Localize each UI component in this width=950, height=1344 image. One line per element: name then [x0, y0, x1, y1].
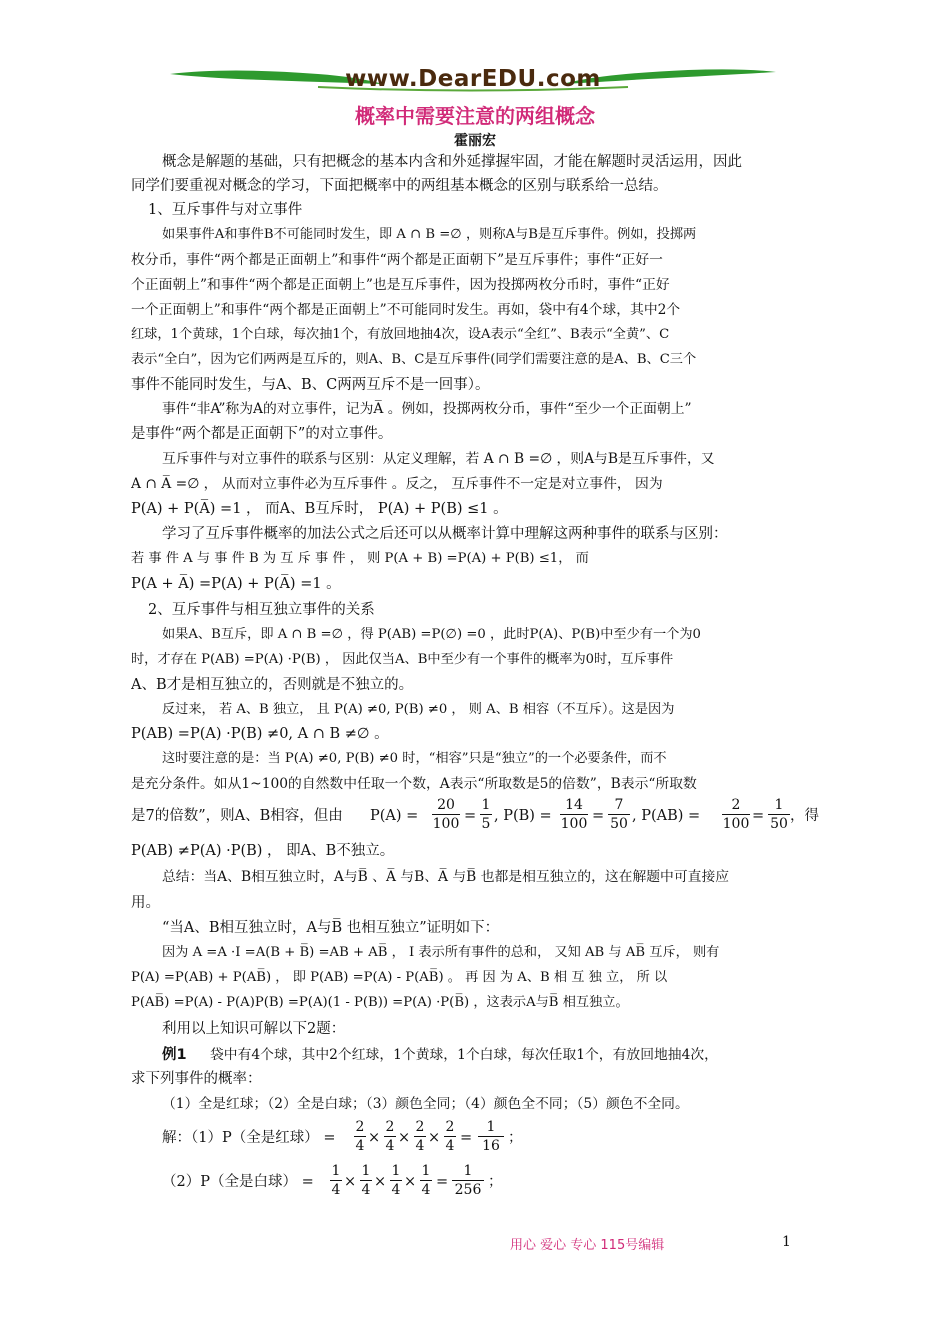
fraction: [420, 1162, 432, 1199]
denominator: 4: [331, 1182, 341, 1198]
denominator: 100: [560, 816, 588, 832]
denominator: 5: [481, 816, 491, 832]
page-number: 1: [782, 1234, 791, 1250]
numerator: 2: [722, 796, 750, 815]
paragraph-line: 事件不能同时发生，与A、B、C两两互斥不是一回事）。: [131, 377, 490, 393]
paragraph-line: 时，才存在 P(AB) =P(A) ·P(B) ， 因此仅当A、B中至少有一个事件的概率为0时，互斥事件: [131, 652, 674, 667]
formula-text: , P(B) =: [494, 808, 552, 824]
formula-line: P(A) =P(AB) + P(AB̅) ， 即 P(AB) =P(A) - P(AB̅) 。 再 因 为 A、B 相 互 独 立， 所 以: [131, 970, 668, 985]
formula-line: P(AB̅) =P(A) - P(A)P(B) =P(A)(1 - P(B)) =P(A) ·P(B̅) ，这表示A与B̅ 相互独立。: [131, 995, 629, 1010]
formula-text: ×: [368, 1130, 381, 1146]
paragraph-line: 求下列事件的概率：: [131, 1071, 262, 1087]
paragraph-line: “当A、B相互独立时，A与B̅ 也相互独立”证明如下：: [162, 920, 500, 936]
fraction: [608, 796, 630, 833]
formula-text: ×: [344, 1174, 357, 1190]
fraction: [432, 796, 460, 833]
fraction: [722, 796, 750, 833]
formula-text: =: [464, 808, 477, 824]
paragraph-line: 事件“非A”称为A的对立事件，记为A̅ 。例如，投掷两枚分币，事件“至少一个正面朝上”: [162, 401, 692, 417]
answer-line: （2）P（全是白球） =: [162, 1174, 314, 1190]
formula-line: P(AB) =P(A) ·P(B) ≠0, A ∩ B ≠∅ 。: [131, 726, 389, 742]
numerator: 1: [478, 1118, 504, 1137]
site-url[interactable]: www.DearEDU.com: [345, 66, 601, 92]
denominator: 50: [610, 816, 628, 832]
formula-text: , P(AB) =: [632, 808, 701, 824]
formula-text: P(A) =: [370, 808, 419, 824]
site-banner: [168, 62, 778, 98]
denominator: 4: [361, 1182, 371, 1198]
paragraph-line: A、B才是相互独立的，否则就是不独立的。: [131, 677, 414, 693]
fraction: [560, 796, 588, 833]
paragraph-line: 这时要注意的是：当 P(A) ≠0, P(B) ≠0 时，“相容”只是“独立”的一个必要条件，而不: [162, 751, 667, 766]
paragraph-line: 反过来， 若 A、B 独立， 且 P(A) ≠0, P(B) ≠0 ， 则 A、B 相容（不互斥）。这是因为: [162, 702, 675, 717]
formula-text: ×: [404, 1174, 417, 1190]
paragraph-line: A ∩ A̅ =∅ ， 从而对立事件必为互斥事件 。反之， 互斥事件不一定是对立事件， 因为: [131, 476, 663, 492]
paragraph-line: 用。: [131, 895, 160, 911]
formula-line: P(A) + P(A̅) =1 ， 而A、B互斥时， P(A) + P(B) ≤1 。: [131, 501, 508, 517]
numerator: 14: [560, 796, 588, 815]
author: 霍丽宏: [454, 133, 496, 149]
numerator: 1: [421, 1163, 431, 1179]
formula-text: =: [460, 1130, 473, 1146]
denominator: 100: [722, 816, 750, 832]
numerator: 1: [481, 797, 491, 813]
fraction: [480, 796, 492, 833]
paragraph-line: 总结：当A、B相互独立时，A与B̅ 、A̅ 与B、A̅ 与B̅ 也都是相互独立的，这在解题中可直接应: [162, 869, 730, 885]
section-heading: 1、互斥事件与对立事件: [148, 202, 303, 218]
paragraph-line: 个正面朝上”和事件“两个都是正面朝上”也是互斥事件，因为投掷两枚分币时，事件“正好: [131, 277, 670, 293]
numerator: 7: [608, 796, 630, 815]
numerator: 2: [415, 1119, 425, 1135]
denominator: 256: [454, 1182, 482, 1198]
paragraph-line: 袋中有4个球，其中2个红球，1个黄球，1个白球，每次任取1个，有放回地抽4次，: [210, 1047, 718, 1063]
page-title: 概率中需要注意的两组概念: [355, 104, 595, 128]
formula-text: =: [752, 808, 765, 824]
fraction: [478, 1118, 504, 1155]
fraction: [444, 1118, 456, 1155]
formula-line: P(A + A̅) =P(A) + P(A̅) =1 。: [131, 576, 341, 592]
answer-line: 解：（1）P（全是红球） =: [162, 1130, 336, 1146]
denominator: 4: [355, 1138, 365, 1154]
formula-text: ；: [508, 1130, 523, 1146]
footer-note: 用心 爱心 专心 115号编辑: [510, 1238, 665, 1253]
denominator: 4: [391, 1182, 401, 1198]
paragraph-line: 如果A、B互斥，即 A ∩ B =∅ ，得 P(AB) =P(∅) =0 ，此时P(A)、P(B)中至少有一个为0: [162, 627, 701, 642]
denominator: 50: [770, 816, 788, 832]
formula-text: =: [592, 808, 605, 824]
paragraph-line: 是充分条件。如从1~100的自然数中任取一个数，A表示“所取数是5的倍数”，B表示“所取数: [131, 776, 697, 792]
formula-line: 若 事 件 A 与 事 件 B 为 互 斥 事 件 ， 则 P(A + B) =P(A) + P(B) ≤1， 而: [131, 551, 589, 566]
fraction: [768, 796, 790, 833]
example-number: 例1: [162, 1047, 187, 1063]
formula-text: =: [436, 1174, 449, 1190]
denominator: 100: [432, 816, 460, 832]
fraction: [384, 1118, 396, 1155]
formula-text: ×: [398, 1130, 411, 1146]
formula-text: ；: [488, 1174, 503, 1190]
denominator: 4: [421, 1182, 431, 1198]
fraction: [452, 1162, 484, 1199]
numerator: 1: [331, 1163, 341, 1179]
numerator: 1: [361, 1163, 371, 1179]
numerator: 1: [452, 1162, 484, 1181]
paragraph-line: 表示“全白”，因为它们两两是互斥的，则A、B、C是互斥事件(同学们需要注意的是A、B、C三个: [131, 352, 697, 367]
paragraph-line: 红球，1个黄球，1个白球，每次抽1个，有放回地抽4次，设A表示“全红”、B表示“全黄”、C: [131, 327, 670, 342]
formula-line: 因为 A =A ·I =A(B + B̅) =AB + AB̅ ， I 表示所有事件的总和， 又知 AB 与 AB̅ 互斥， 则有: [162, 945, 720, 960]
denominator: 4: [415, 1138, 425, 1154]
denominator: 16: [482, 1138, 500, 1154]
numerator: 1: [768, 796, 790, 815]
fraction: [390, 1162, 402, 1199]
fraction: [354, 1118, 366, 1155]
numerator: 2: [385, 1119, 395, 1135]
paragraph-line: 互斥事件与对立事件的联系与区别：从定义理解，若 A ∩ B =∅ ，则A与B是互斥事件，又: [162, 451, 715, 467]
paragraph-line: 枚分币，事件“两个都是正面朝上”和事件“两个都是正面朝下”是互斥事件；事件“正好一: [131, 252, 663, 268]
denominator: 4: [445, 1138, 455, 1154]
section-heading: 2、互斥事件与相互独立事件的关系: [148, 602, 375, 618]
paragraph-line: 是事件“两个都是正面朝下”的对立事件。: [131, 426, 393, 442]
fraction: [330, 1162, 342, 1199]
paragraph-line: 概念是解题的基础，只有把概念的基本内含和外延撑握牢固，才能在解题时灵活运用，因此: [162, 154, 742, 170]
formula-text: ×: [374, 1174, 387, 1190]
fraction: [360, 1162, 372, 1199]
numerator: 1: [391, 1163, 401, 1179]
numerator: 20: [432, 796, 460, 815]
example-label: [162, 1045, 202, 1065]
paragraph-line: 利用以上知识可解以下2题：: [162, 1021, 346, 1037]
paragraph-line: 如果事件A和事件B不可能同时发生，即 A ∩ B =∅ ，则称A与B是互斥事件。例如，投掷两: [162, 227, 697, 242]
formula-line: P(AB) ≠P(A) ·P(B) ， 即A、B不独立。: [131, 843, 395, 859]
numerator: 2: [355, 1119, 365, 1135]
denominator: 4: [385, 1138, 395, 1154]
fraction: [414, 1118, 426, 1155]
paragraph-line: 同学们要重视对概念的学习，下面把概率中的两组基本概念的区别与联系给一总结。: [131, 178, 668, 194]
paragraph-line: 一个正面朝上”和事件“两个都是正面朝上”不可能同时发生。再如，袋中有4个球，其中2个: [131, 302, 681, 318]
formula-text: ，得: [790, 808, 819, 824]
formula-text: ×: [428, 1130, 441, 1146]
numerator: 2: [445, 1119, 455, 1135]
paragraph-line: 学习了互斥事件概率的加法公式之后还可以从概率计算中理解这两种事件的联系与区别：: [162, 526, 728, 542]
paragraph-line: （1）全是红球；（2）全是白球；（3）颜色全同；（4）颜色全不同；（5）颜色不全同。: [162, 1096, 689, 1112]
paragraph-line: 是7的倍数”，则A、B相容，但由: [131, 808, 343, 824]
